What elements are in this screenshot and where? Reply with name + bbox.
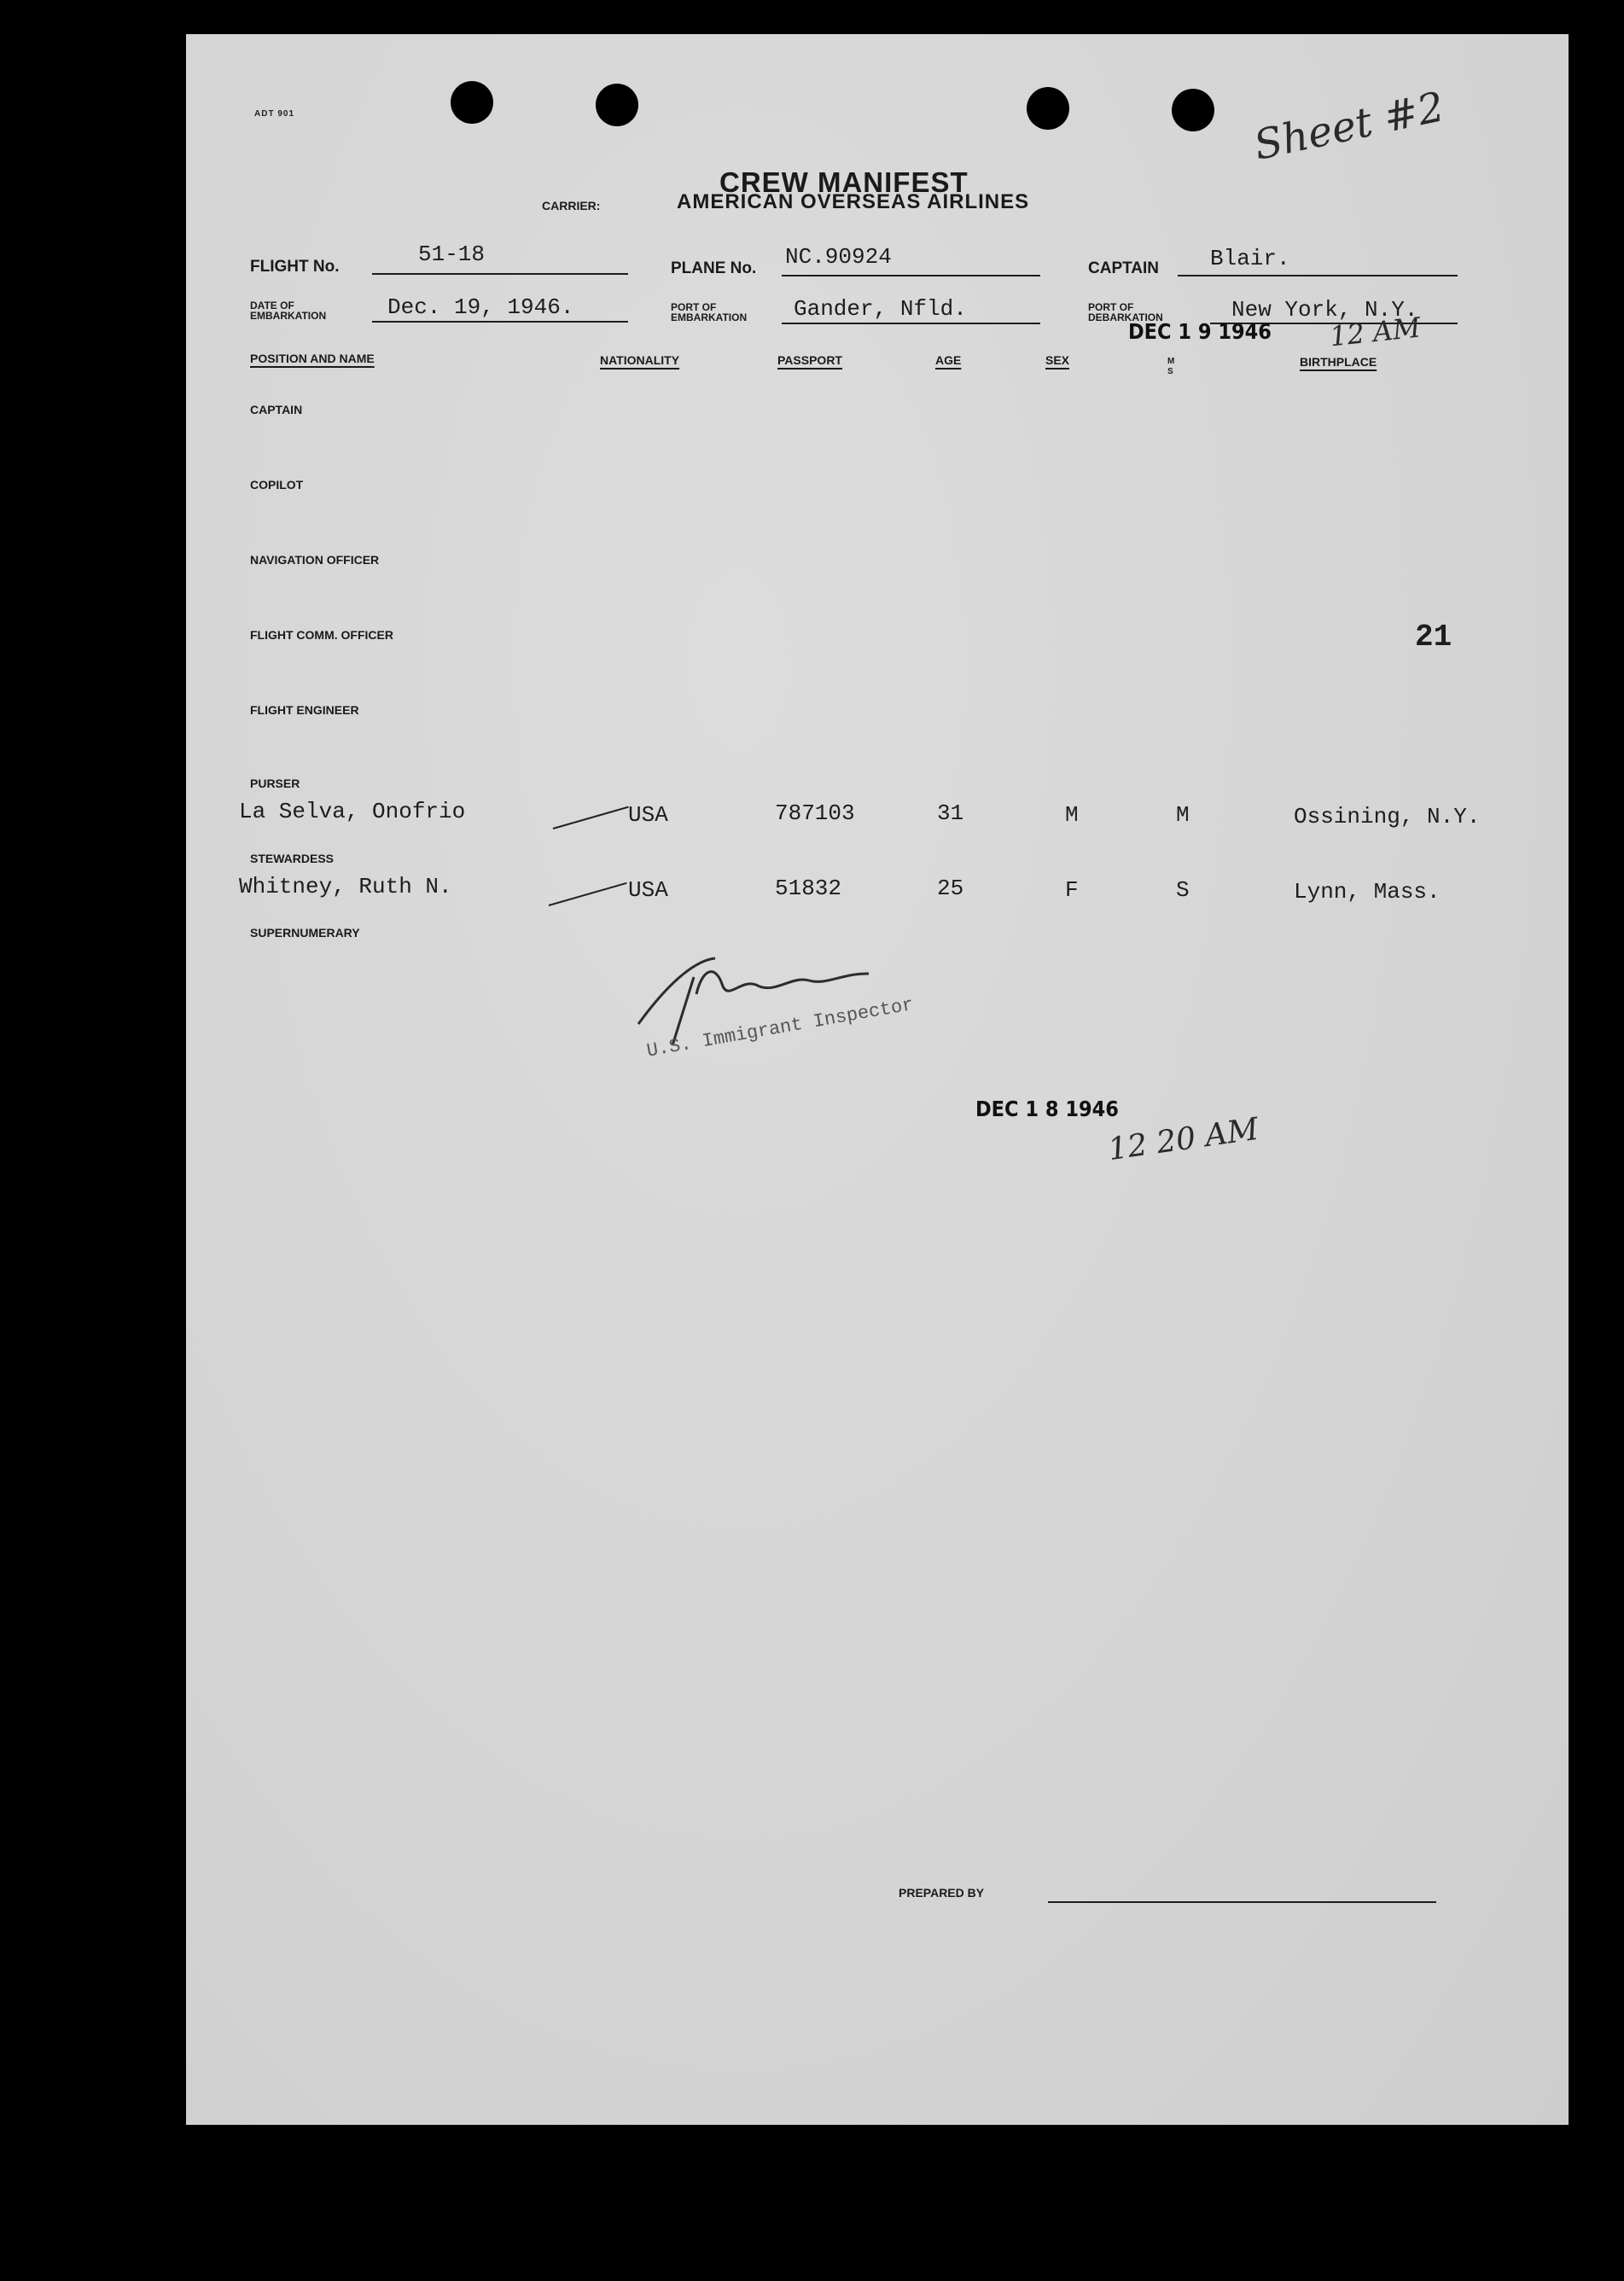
manifest-page (186, 34, 1569, 2125)
punch-hole (1172, 89, 1214, 131)
position-navigation-officer: NAVIGATION OFFICER (250, 553, 380, 567)
captain-label: CAPTAIN (1088, 259, 1160, 277)
crew-birthplace: Lynn, Mass. (1294, 879, 1441, 905)
crew-name: Whitney, Ruth N. (239, 874, 452, 899)
col-position-name: POSITION AND NAME (250, 352, 375, 365)
col-marital: M S (1167, 357, 1175, 376)
embark-date-value: Dec. 19, 1946. (387, 294, 574, 320)
position-stewardess: STEWARDESS (250, 852, 335, 865)
crew-name: La Selva, Onofrio (239, 799, 466, 824)
col-nationality: NATIONALITY (600, 353, 680, 367)
inspection-time-note: 12 20 AM (1106, 1111, 1261, 1168)
crew-sex: F (1065, 877, 1079, 903)
arrival-date-stamp: DEC 1 9 1946 (1128, 319, 1272, 344)
col-sex: SEX (1045, 353, 1070, 367)
crew-passport: 51832 (775, 876, 842, 901)
crew-age: 31 (937, 800, 964, 826)
check-mark (549, 882, 627, 906)
crew-marital: S (1176, 877, 1190, 903)
crew-age: 25 (937, 876, 964, 901)
prepared-by-label: PREPARED BY (899, 1886, 985, 1900)
position-captain: CAPTAIN (250, 403, 303, 416)
page-title: CREW MANIFEST (719, 166, 969, 198)
col-birthplace: BIRTHPLACE (1300, 355, 1377, 369)
crew-nationality: USA (628, 802, 668, 828)
embark-date-line (372, 321, 628, 323)
embark-port-line (782, 323, 1040, 324)
position-flight-engineer: FLIGHT ENGINEER (250, 703, 359, 717)
plane-value: NC.90924 (785, 244, 892, 270)
crew-marital: M (1176, 802, 1190, 828)
arrival-time-note: 12 AM (1328, 311, 1423, 353)
prepared-by-line (1048, 1901, 1436, 1903)
punch-hole (596, 84, 638, 126)
position-copilot: COPILOT (250, 478, 304, 492)
captain-line (1178, 275, 1458, 276)
sheet-annotation: Sheet #2 (1249, 83, 1449, 170)
flight-label: FLIGHT No. (250, 258, 340, 276)
plane-label: PLANE No. (671, 259, 757, 277)
check-mark (553, 806, 629, 829)
embark-port-value: Gander, Nfld. (794, 296, 967, 322)
position-purser: PURSER (250, 777, 300, 790)
flight-line (372, 273, 628, 275)
side-number: 21 (1415, 620, 1452, 655)
debark-port-value: New York, N.Y. (1231, 297, 1418, 323)
carrier-value: AMERICAN OVERSEAS AIRLINES (677, 190, 1030, 213)
plane-line (782, 275, 1040, 276)
col-age: AGE (935, 353, 962, 367)
crew-birthplace: Ossining, N.Y. (1294, 804, 1481, 829)
crew-passport: 787103 (775, 800, 855, 826)
embark-date-label: DATE OF EMBARKATION (250, 300, 327, 322)
embark-port-label: PORT OF EMBARKATION (671, 301, 748, 323)
debark-port-label: PORT OF DEBARKATION (1088, 301, 1163, 323)
crew-nationality: USA (628, 877, 668, 903)
inspector-stamp: U.S. Immigrant Inspector (645, 993, 916, 1062)
inspection-date-stamp: DEC 1 8 1946 (975, 1097, 1119, 1121)
carrier-label: CARRIER: (542, 199, 601, 212)
captain-value: Blair. (1210, 246, 1290, 271)
crew-sex: M (1065, 802, 1079, 828)
col-passport: PASSPORT (777, 353, 842, 367)
flight-value: 51-18 (418, 241, 486, 267)
punch-hole (451, 81, 493, 124)
position-supernumerary: SUPERNUMERARY (250, 926, 360, 940)
position-flight-comm-officer: FLIGHT COMM. OFFICER (250, 628, 393, 642)
form-number: ADT 901 (254, 109, 295, 119)
punch-hole (1027, 87, 1069, 130)
